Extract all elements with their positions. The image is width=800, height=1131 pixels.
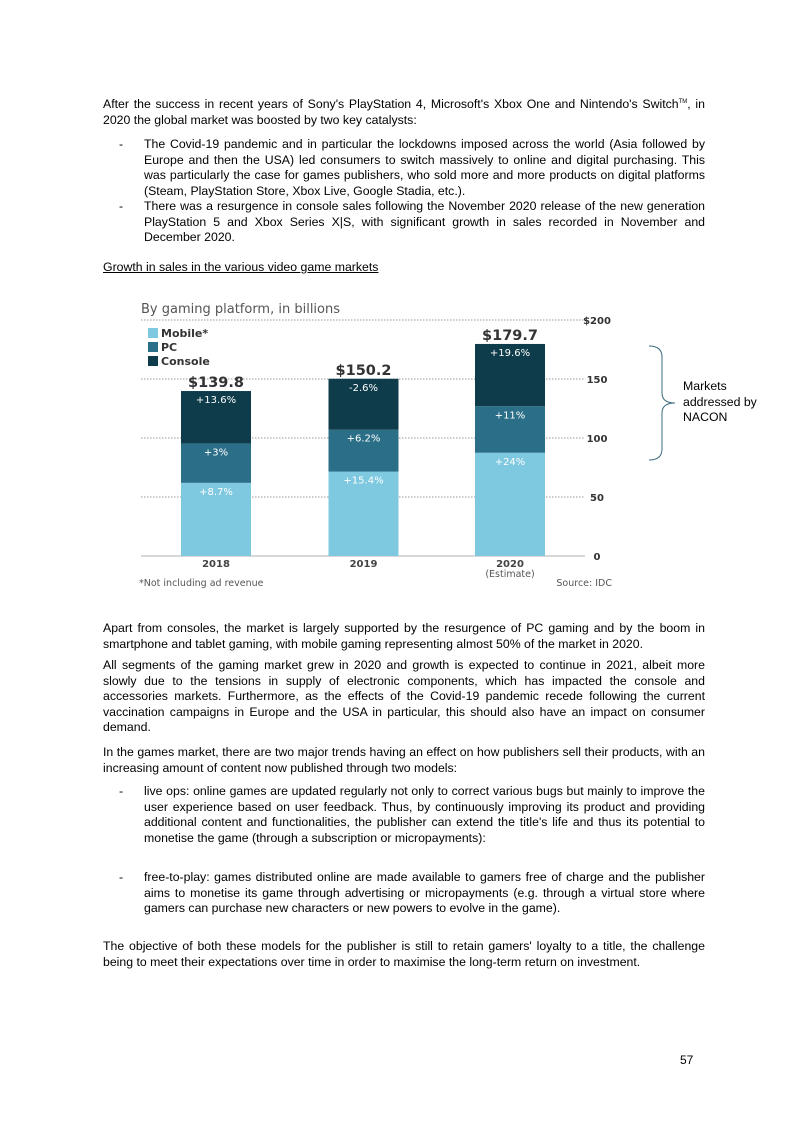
chart-footnote: *Not including ad revenue [139,578,264,589]
legend-label: Mobile* [161,327,209,340]
catalyst-item [103,137,705,199]
bullet-dash: - [119,137,124,151]
paragraph: All segments of the gaming market grew in 2020 and growth is expected to continue in 2021, albeit more slowly due to the tensions in supply of electronic components, which has impacted the console and accessories markets. Furthermore, as the effects of the Covid-19 pandemic recede following the current vaccination campaigns in Europe and the USA in particular, this should also have an impact on consumer demand. [103,658,705,735]
chart-bars [181,328,545,556]
bar-segment [475,453,545,556]
bar-growth-label: +11% [494,410,526,422]
chart-x-axis [202,559,535,580]
paragraph: Apart from consoles, the market is largely supported by the resurgence of PC gaming and by the boom in smartphone and tablet gaming, with mobile gaming representing almost 50% of the market in 2020. [103,621,705,651]
intro-text-end: , in 2020 the global market was boosted by two key catalysts: [103,97,705,127]
bar-growth-label: +24% [494,456,526,468]
x-category-sublabel: (Estimate) [485,569,535,580]
chart-y-axis [583,316,611,563]
y-tick-label: $200 [583,316,611,327]
bar-total-label: $179.7 [482,327,538,344]
model-text: live ops: online games are updated regularly not only to correct various bugs but mainly to improve the user experience based on user feedback. Thus, by continuously improving its product and providing additional content and functionalities, the publisher can extend the title's life and thus its potential to monetise the game (through a subscription or micropayments): [144,784,705,845]
bar-growth-label: +13.6% [195,395,237,407]
page-number: 57 [680,1053,694,1067]
catalyst-item [103,199,705,246]
bar-total-label: $150.2 [335,362,392,379]
legend-swatch [148,342,158,352]
model-text: free-to-play: games distributed online are made available to gamers free of charge and the publisher aims to monetise its game through advertising or micropayments (e.g. through a virtual store where gamers can purchase new characters or new powers to evolve in the game). [144,870,705,916]
model-item [103,784,705,846]
legend-swatch [148,356,158,366]
x-category-label: 2018 [202,559,230,570]
intro-paragraph [103,95,705,128]
legend-label: Console [161,355,210,368]
bar-growth-label: +19.6% [489,347,531,359]
bar-growth-label: +15.4% [343,475,384,487]
x-category-label: 2020 [496,559,524,570]
bar-growth-label: +8.7% [199,486,233,498]
bullet-dash: - [119,870,124,884]
bar-growth-label: -2.6% [348,382,379,394]
bullet-dash: - [119,199,124,213]
bullet-dash: - [119,784,124,798]
y-tick-label: 150 [586,375,608,386]
chart-legend [148,327,210,368]
chart-title: By gaming platform, in billions [141,302,341,317]
chart-source: Source: IDC [556,578,612,589]
bar-total-label: $139.8 [188,375,244,392]
x-category-label: 2019 [349,559,378,570]
intro-text: After the success in recent years of Sony's PlayStation 4, Microsoft's Xbox One and Nintendo's Switch [103,97,679,112]
trademark-mark: TM [678,99,688,105]
bar-growth-label: +3% [203,447,229,459]
legend-swatch [148,328,158,338]
y-tick-label: 100 [586,434,608,445]
catalyst-text: There was a resurgence in console sales following the November 2020 release of the new generation PlayStation 5 and Xbox Series X|S, with significant growth in sales recorded in November and December 2020. [144,199,705,245]
market-growth-chart [135,295,615,595]
markets-addressed-label: Markets addressed by NACON [683,379,757,425]
markets-bracket [645,345,685,463]
conclusion-paragraph: The objective of both these models for the publisher is still to retain gamers' loyalty to a title, the challenge being to meet their expectations over time in order to maximise the long-term return on investment. [103,939,705,969]
legend-label: PC [161,341,178,354]
bar-growth-label: +6.2% [346,433,381,445]
paragraph: In the games market, there are two major trends having an effect on how publishers sell their products, with an increasing amount of content now published through two models: [103,745,705,775]
section-heading: Growth in sales in the various video game markets [103,260,379,274]
y-tick-label: 50 [590,493,604,504]
y-tick-label: 0 [593,552,601,563]
model-item [103,870,705,917]
catalyst-text: The Covid-19 pandemic and in particular the lockdowns imposed across the world (Asia followed by Europe and then the USA) led consumers to switch massively to online and digital purchasing. This was particularly the case for games publishers, who sold more and more products on digital platforms (Steam, PlayStation Store, Xbox Live, Google Stadia, etc.). [144,137,705,198]
